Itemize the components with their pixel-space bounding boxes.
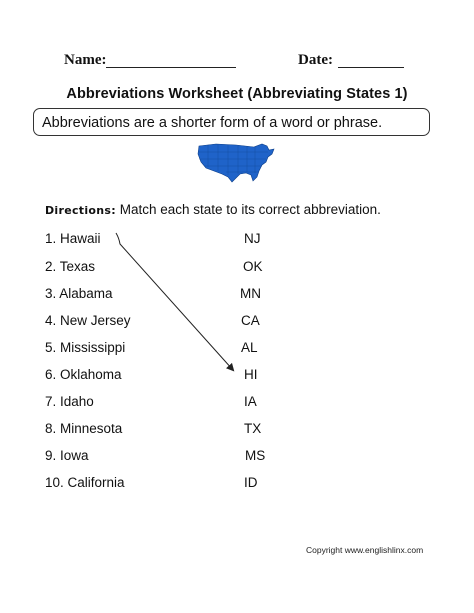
- abbreviation-item: MN: [240, 286, 261, 301]
- abbreviation-item: OK: [243, 259, 263, 274]
- state-item: 4. New Jersey: [45, 313, 131, 328]
- copyright-text: Copyright www.englishlinx.com: [306, 545, 424, 555]
- state-item: 1. Hawaii: [45, 231, 101, 246]
- state-item: 3. Alabama: [45, 286, 113, 301]
- state-item: 10. California: [45, 475, 125, 490]
- abbreviation-item: CA: [241, 313, 260, 328]
- state-item: 6. Oklahoma: [45, 367, 122, 382]
- abbreviation-item: AL: [241, 340, 258, 355]
- abbreviation-item: TX: [244, 421, 262, 436]
- abbreviation-item: NJ: [244, 231, 261, 246]
- state-item: 5. Mississippi: [45, 340, 126, 355]
- abbreviation-item: ID: [244, 475, 258, 490]
- state-item: 7. Idaho: [45, 394, 94, 409]
- directions-label: Directions:: [45, 204, 116, 217]
- state-item: 2. Texas: [45, 259, 96, 274]
- date-label: Date:: [298, 52, 333, 68]
- worksheet-title: Abbreviations Worksheet (Abbreviating States 1): [66, 86, 408, 102]
- abbreviation-item: HI: [244, 367, 258, 382]
- directions-text: Match each state to its correct abbreviation.: [119, 202, 381, 217]
- name-label: Name:: [64, 52, 107, 68]
- state-item: 9. Iowa: [45, 448, 89, 463]
- abbreviation-item: IA: [244, 394, 257, 409]
- abbreviation-item: MS: [245, 448, 266, 463]
- definition-text: Abbreviations are a shorter form of a word or phrase.: [42, 115, 383, 131]
- state-item: 8. Minnesota: [45, 421, 123, 436]
